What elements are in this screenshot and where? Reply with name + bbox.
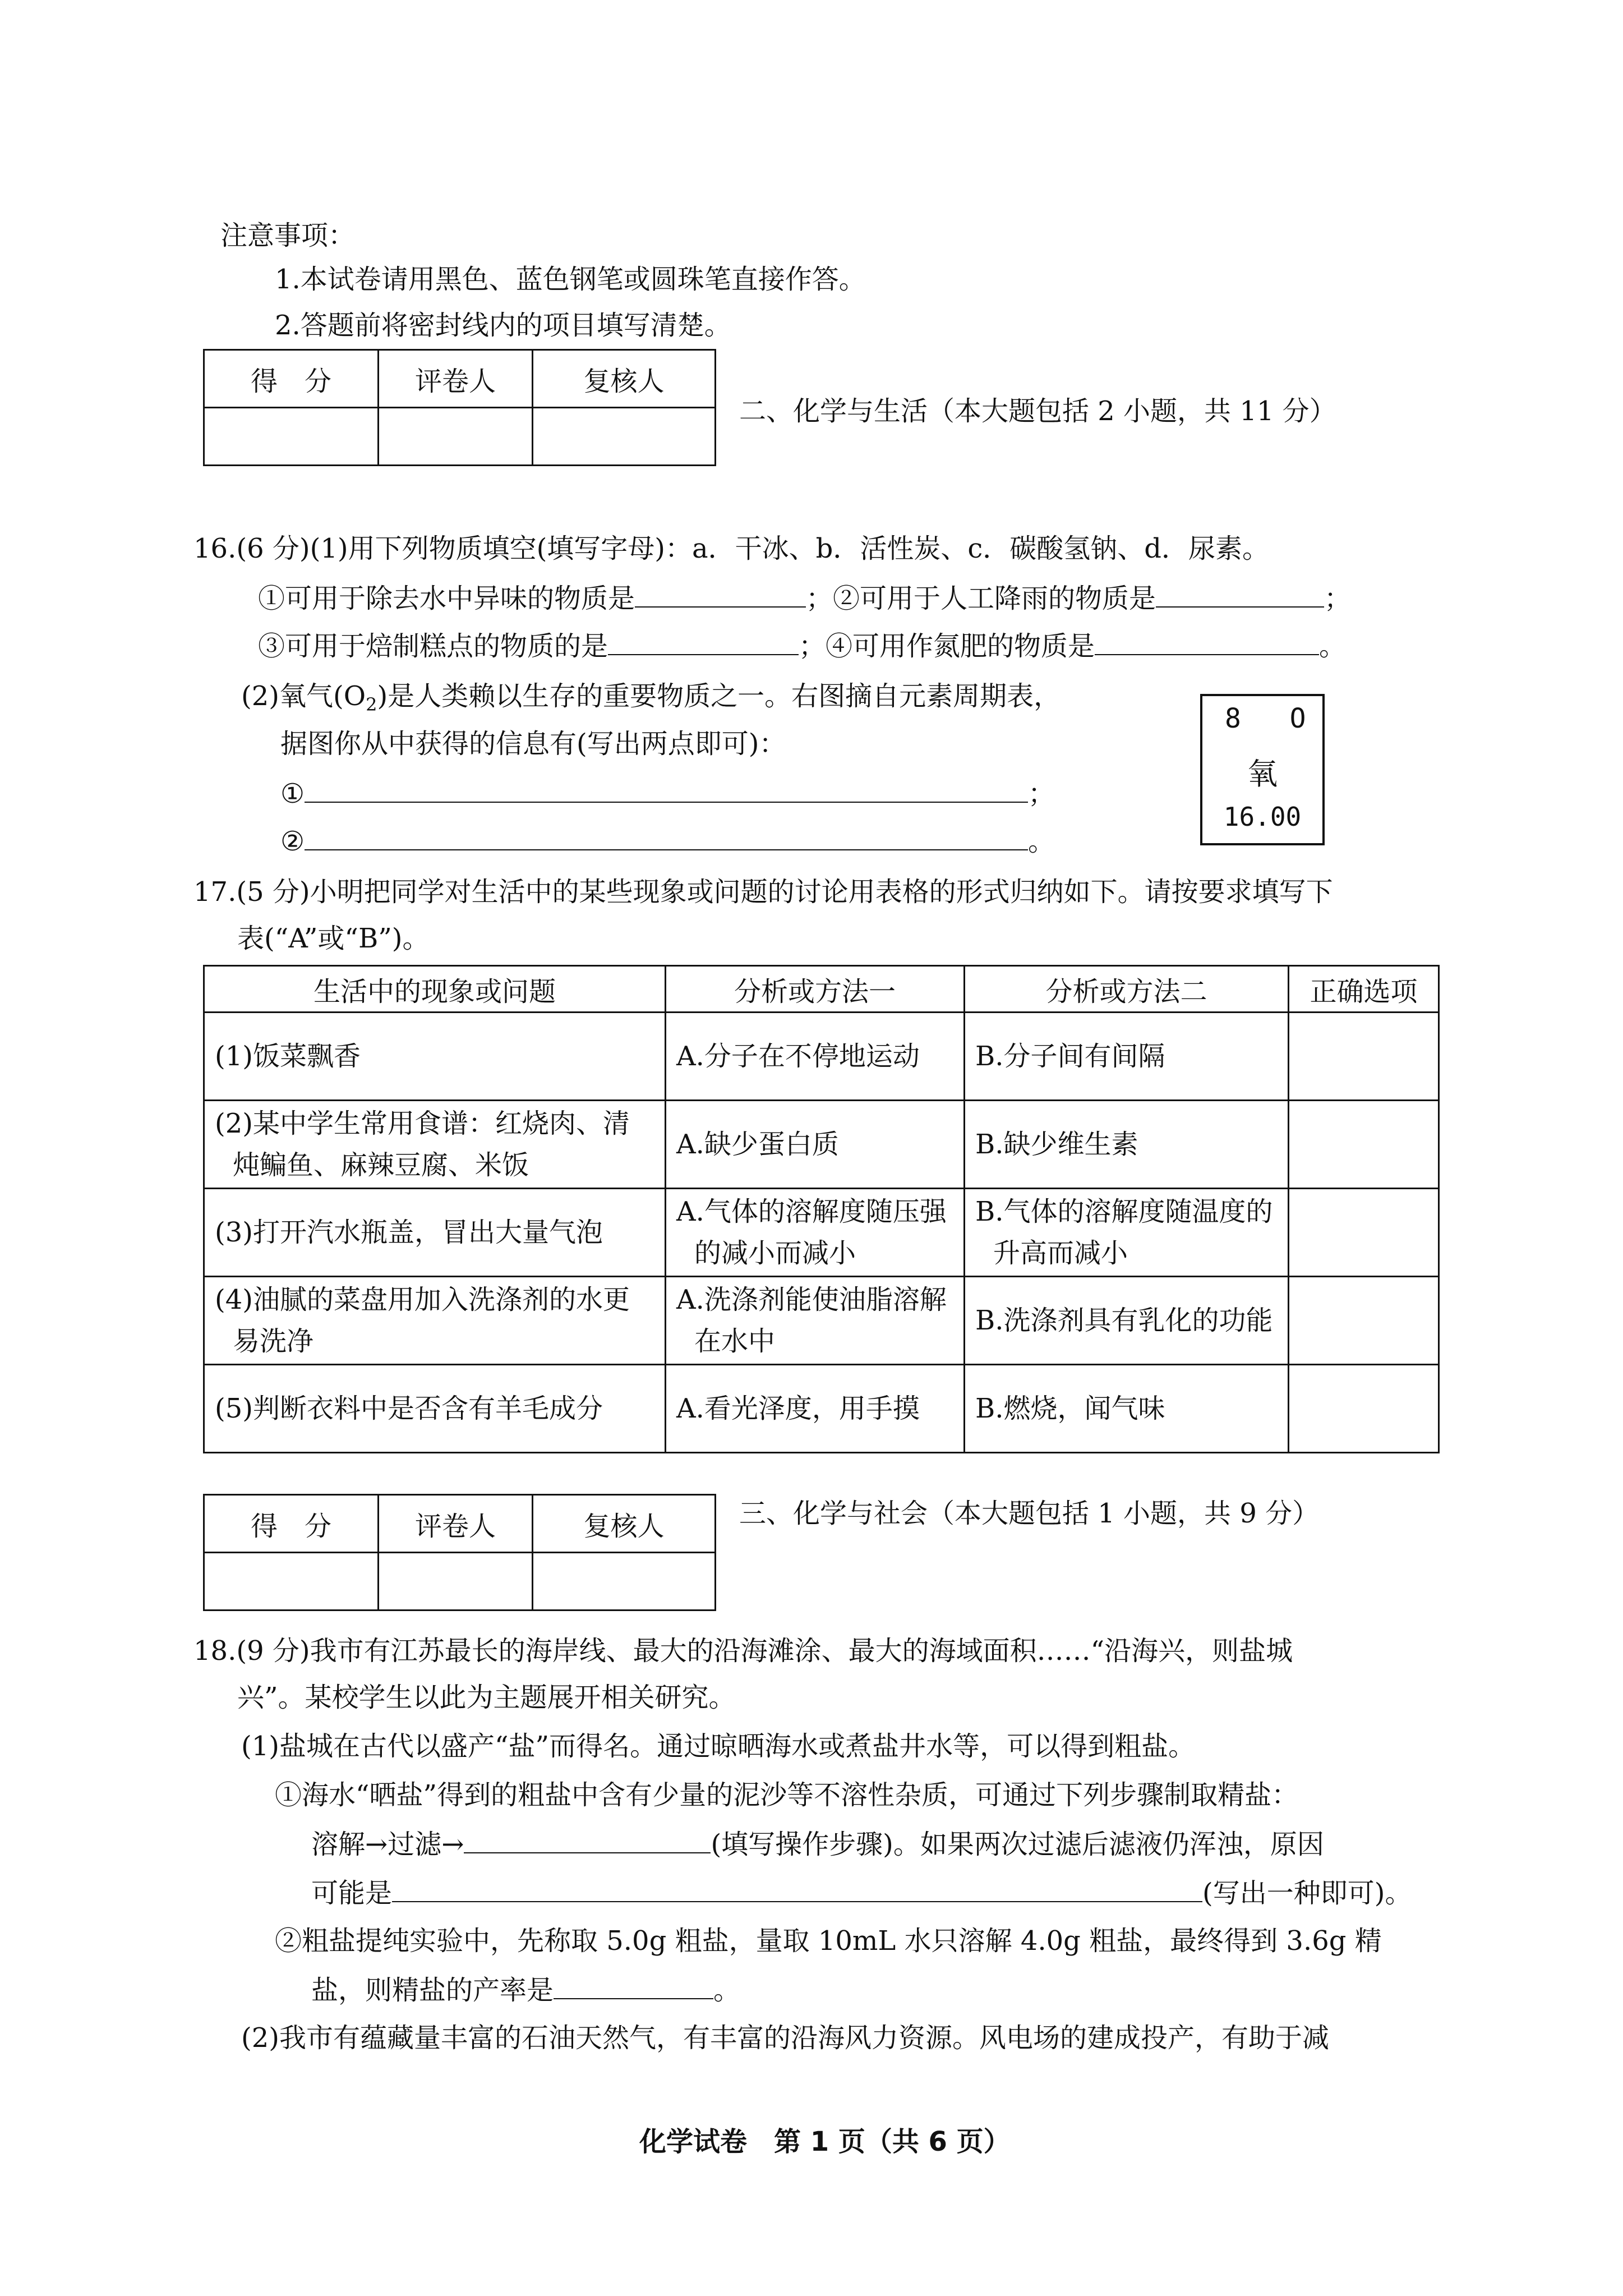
punct: ； [1028,778,1055,809]
score-cell[interactable] [204,408,379,466]
grader-cell[interactable] [379,1553,533,1611]
score-table-section3 [203,1494,716,1611]
score-header: 得 分 [204,1495,379,1553]
q17-header-method2: 分析或方法二 [965,966,1289,1013]
q18-part1: (1)盐城在古代以盛产“盐”而得名。通过晾晒海水或煮盐井水等，可以得到粗盐。 [241,1731,1196,1762]
q18-text: (填写操作步骤)。如果两次过滤后滤液仍浑浊，原因 [711,1829,1324,1860]
score-cell[interactable] [204,1553,379,1611]
q16-line1-a: ①可用于除去水中异味的物质是 [258,583,635,614]
q17-row5-a: A.看光泽度，用手摸 [666,1365,965,1453]
q18-text: 可能是 [311,1878,393,1909]
q17-row1-a: A.分子在不停地运动 [666,1013,965,1101]
q17-row4-b: B.洗涤剂具有乳化的功能 [965,1277,1289,1365]
q16-part2-item1 [280,777,1055,811]
q18-text: 盐，则精盐的产率是 [311,1975,554,2006]
q17-table [203,965,1440,1453]
element-number-symbol [1225,703,1306,734]
q17-row3-a: A.气体的溶解度随压强的减小而减小 [666,1189,965,1277]
q17-row3-question: (3)打开汽水瓶盖，冒出大量气泡 [204,1189,666,1277]
q17-row2-a: A.缺少蛋白质 [666,1101,965,1189]
answer-blank[interactable] [305,777,1028,803]
q18-part1-item2: ②粗盐提纯实验中，先称取 5.0g 粗盐，量取 10mL 水只溶解 4.0g 粗盐，最终得到 3.6g 精 [275,1925,1382,1957]
q18-part2: (2)我市有蕴藏量丰富的石油天然气，有丰富的沿海风力资源。风电场的建成投产，有助于减 [241,2022,1329,2054]
q18-text: (写出一种即可)。 [1202,1878,1412,1909]
element-symbol: O [1289,703,1306,734]
answer-blank[interactable] [392,1876,1202,1902]
q16-line2-b: ；④可用作氮肥的物质是 [799,631,1095,662]
grader-cell[interactable] [379,408,533,466]
q16-intro: 16.(6 分)(1)用下列物质填空(填写字母)：a．干冰、b．活性炭、c．碳酸氢钠、d．尿素。 [193,533,1269,564]
q18-intro-2: 兴”。某校学生以此为主题展开相关研究。 [237,1682,736,1713]
reviewer-cell[interactable] [533,1553,716,1611]
score-header: 得 分 [204,350,379,408]
q16-p2-text: )是人类赖以生存的重要物质之一。右图摘自元素周期表， [377,680,1061,712]
q16-part2-item2 [280,825,1055,858]
item-marker: ② [280,826,305,857]
atomic-mass: 16.00 [1223,802,1302,832]
q17-row5-b: B.燃烧，闻气味 [965,1365,1289,1453]
grader-header: 评卷人 [379,1495,533,1553]
answer-blank[interactable] [464,1828,711,1853]
q17-row4-question: (4)油腻的菜盘用加入洗涤剂的水更易洗净 [204,1277,666,1365]
notice-item-2: 2.答题前将密封线内的项目填写清楚。 [275,310,731,341]
q17-row3-b: B.气体的溶解度随温度的升高而减小 [965,1189,1289,1277]
reviewer-header: 复核人 [533,350,716,408]
q16-line1 [258,582,1351,615]
answer-blank[interactable] [1095,629,1319,655]
answer-blank[interactable] [608,629,799,655]
q18-text: 溶解→过滤→ [311,1829,464,1860]
q17-row1-b: B.分子间有间隔 [965,1013,1289,1101]
q17-header-question: 生活中的现象或问题 [204,966,666,1013]
q17-row5-question: (5)判断衣料中是否含有羊毛成分 [204,1365,666,1453]
element-name: 氧 [1247,756,1278,792]
q17-intro-2: 表(“A”或“B”)。 [237,923,430,954]
q16-line2 [258,629,1346,663]
q18-part1-item1-line3 [311,1876,1412,1910]
q18-intro-1: 18.(9 分)我市有江苏最长的海岸线、最大的沿海滩涂、最大的海域面积……“沿海兴，则盐城 [193,1635,1293,1667]
q16-line1-end: ； [1324,583,1352,614]
q18-text: 。 [713,1975,741,2006]
q18-part1-item2-line2 [311,1973,740,2007]
answer-blank[interactable] [554,1973,713,1999]
atomic-number: 8 [1225,703,1241,734]
q17-row3-answer[interactable] [1289,1189,1439,1277]
q17-row1-answer[interactable] [1289,1013,1439,1101]
q17-row4-answer[interactable] [1289,1277,1439,1365]
page-footer: 化学试卷 第 1 页（共 6 页） [639,2126,1011,2157]
answer-blank[interactable] [1156,582,1324,608]
q17-intro-1: 17.(5 分)小明把同学对生活中的某些现象或问题的讨论用表格的形式归纳如下。请按要求填写下 [193,876,1333,908]
q17-header-answer: 正确选项 [1289,966,1439,1013]
q17-row2-question: (2)某中学生常用食谱：红烧肉、清炖鳊鱼、麻辣豆腐、米饭 [204,1101,666,1189]
q16-line1-b: ；②可用于人工降雨的物质是 [806,583,1156,614]
q16-line2-end: 。 [1319,631,1347,662]
q17-row2-b: B.缺少维生素 [965,1101,1289,1189]
q17-header-method1: 分析或方法一 [666,966,965,1013]
q17-row1-question: (1)饭菜飘香 [204,1013,666,1101]
q16-part2-line2: 据图你从中获得的信息有(写出两点即可)： [280,728,786,760]
answer-blank[interactable] [305,825,1028,850]
q16-p2-text: (2)氧气(O [241,680,366,712]
answer-blank[interactable] [635,582,806,608]
q17-row4-a: A.洗涤剂能使油脂溶解在水中 [666,1277,965,1365]
q17-row5-answer[interactable] [1289,1365,1439,1453]
grader-header: 评卷人 [379,350,533,408]
notice-heading: 注意事项： [220,220,356,251]
reviewer-cell[interactable] [533,408,716,466]
section3-title: 三、化学与社会（本大题包括 1 小题，共 9 分） [739,1498,1320,1529]
item-marker: ① [280,778,305,809]
element-card-oxygen [1200,694,1325,845]
q17-row2-answer[interactable] [1289,1101,1439,1189]
q16-line2-a: ③可用于焙制糕点的物质的是 [258,631,608,662]
q16-part2-line1 [241,680,1061,715]
punct: 。 [1028,826,1055,857]
section2-title: 二、化学与生活（本大题包括 2 小题，共 11 分） [739,395,1336,427]
notice-item-1: 1.本试卷请用黑色、蓝色钢笔或圆珠笔直接作答。 [275,264,866,295]
subscript: 2 [366,694,377,715]
q18-part1-item1: ①海水“晒盐”得到的粗盐中含有少量的泥沙等不溶性杂质，可通过下列步骤制取精盐： [275,1779,1299,1811]
reviewer-header: 复核人 [533,1495,716,1553]
q18-part1-item1-line2 [311,1828,1324,1861]
score-table-section2 [203,349,716,466]
